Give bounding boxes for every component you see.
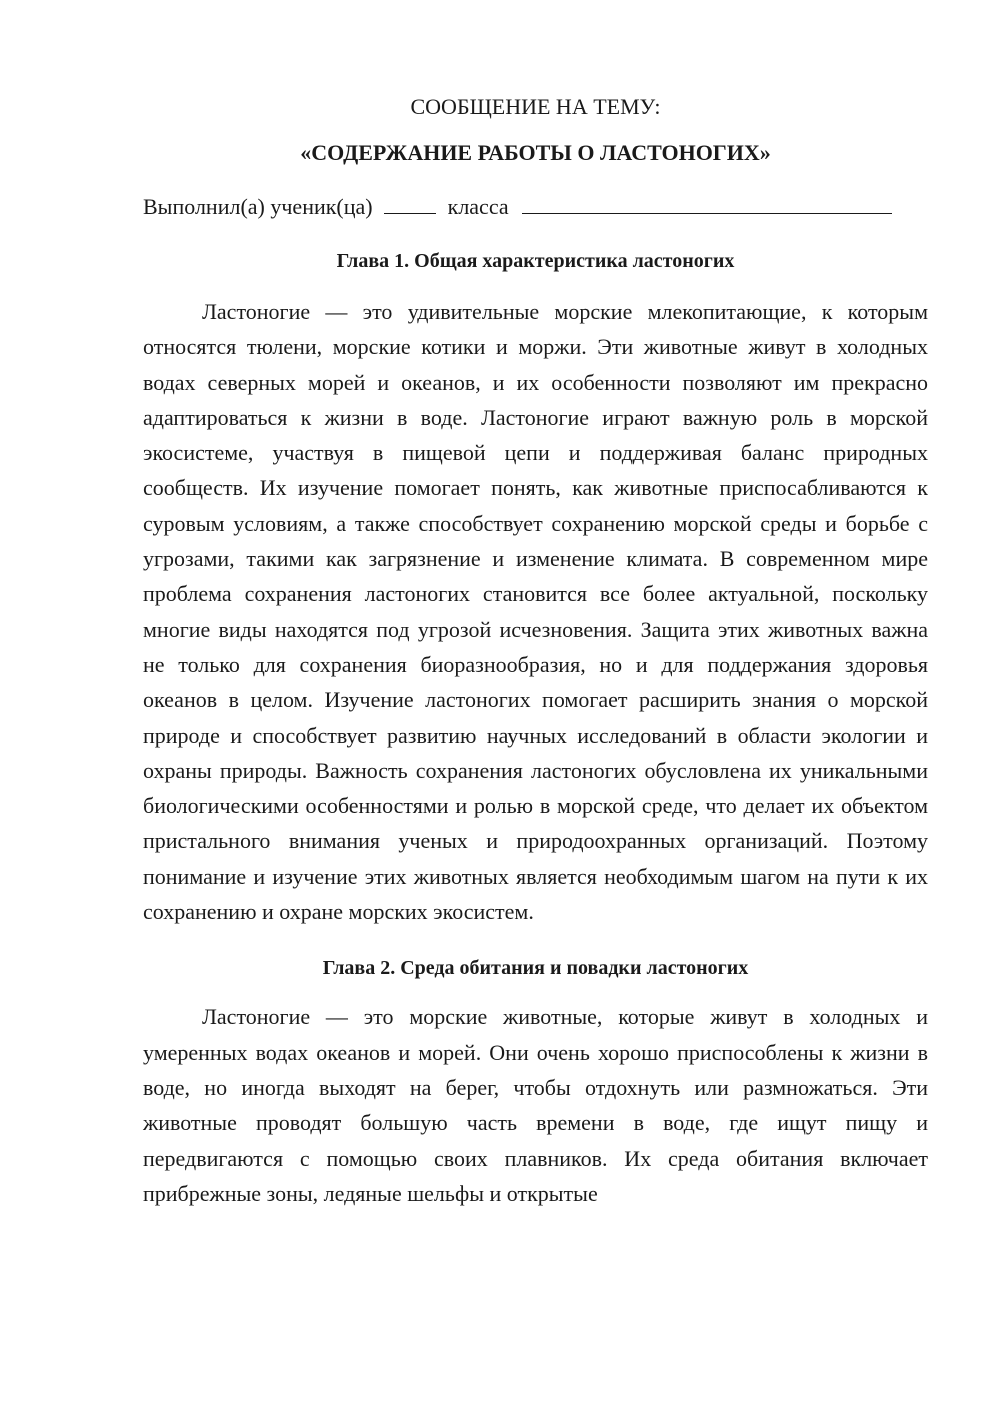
name-blank (522, 195, 892, 214)
class-label: класса (447, 194, 509, 219)
author-prefix: Выполнил(а) ученик(ца) (143, 194, 373, 219)
chapter-2-heading: Глава 2. Среда обитания и повадки ластоногих (322, 957, 749, 980)
document-title-line-1: СООБЩЕНИЕ НА ТЕМУ: (410, 94, 661, 119)
document-title-line-2: «СОДЕРЖАНИЕ РАБОТЫ О ЛАСТОНОГИХ» (300, 140, 771, 165)
author-line (143, 194, 928, 220)
chapter-1-heading: Глава 1. Общая характеристика ластоногих (336, 250, 735, 272)
chapter-2-paragraph: Ластоногие — это морские животные, которые живут в холодных и умеренных водах океанов и морей. Они очень хорошо приспособлены к жизни в воде, но иногда выходят на берег, чтобы отдохнуть или размножаться. Эти животные проводят большую часть времени в воде, где ищут пищу и передвигаются с помощью своих плавников. Их среда обитания включает прибрежные зоны, ледяные шельфы и открытые (143, 1004, 928, 1206)
document-page (143, 90, 928, 1211)
grade-blank (384, 195, 436, 214)
chapter-1-paragraph: Ластоногие — это удивительные морские млекопитающие, к которым относятся тюлени, морские котики и моржи. Эти животные живут в холодных водах северных морей и океанов, и их особенности позволяют им прекрасно адаптироваться к жизни в воде. Ластоногие играют важную роль в морской экосистеме, участвуя в пищевой цепи и поддерживая баланс природных сообществ. Их изучение помогает понять, как животные приспосабливаются к суровым условиям, а также способствует сохранению морской среды и борьбе с угрозами, такими как загрязнение и изменение климата. В современном мире проблема сохранения ластоногих становится все более актуальной, поскольку многие виды находятся под угрозой исчезновения. Защита этих животных важна не только для сохранения биоразнообразия, но и для поддержания здоровья океанов в целом. Изучение ластоногих помогает расширить знания о морской природе и способствует развитию научных исследований в области экологии и охраны природы. Важность сохранения ластоногих обусловлена их уникальными биологическими особенностями и ролью в морской среде, что делает их объектом пристального внимания ученых и природоохранных организаций. Поэтому понимание и изучение этих животных является необходимым шагом на пути к их сохранению и охране морских экосистем. (143, 299, 928, 925)
